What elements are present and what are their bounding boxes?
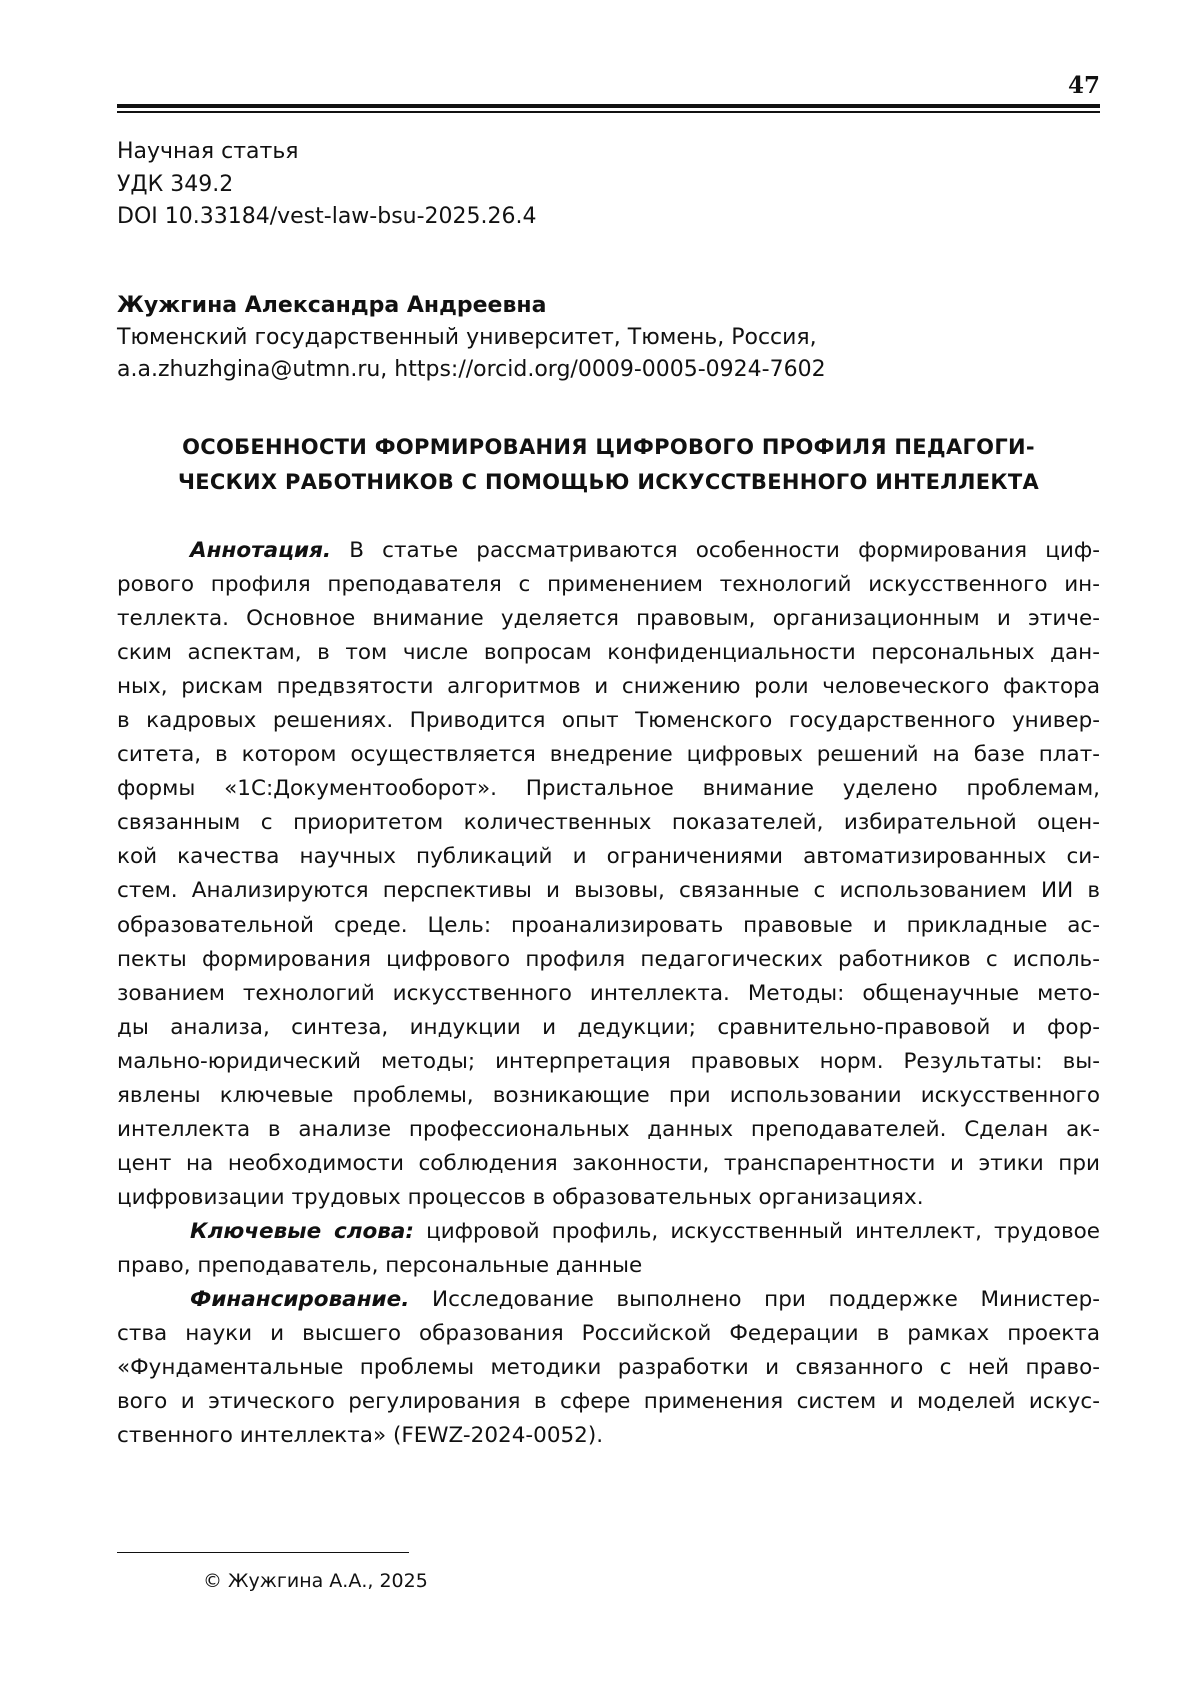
abstract-line: интеллекта в анализе профессиональных данных преподавателей. Сделан ак- xyxy=(117,1116,1100,1142)
abstract-line: кой качества научных публикаций и ограничениями автоматизированных си- xyxy=(117,844,1100,870)
footnote-rule xyxy=(117,1552,409,1553)
abstract-line: теллекта. Основное внимание уделяется правовым, организационным и этиче- xyxy=(117,606,1100,632)
abstract-line: стем. Анализируются перспективы и вызовы, связанные с использованием ИИ в xyxy=(117,878,1100,904)
copyright-footnote: © Жужгина А.А., 2025 xyxy=(203,1570,428,1592)
page-number: 47 xyxy=(1067,72,1100,99)
abstract-line: ных, рискам предвзятости алгоритмов и снижению роли человеческого фактора xyxy=(117,674,1100,700)
udc-code: УДК 349.2 xyxy=(117,171,234,197)
title-line-1: ОСОБЕННОСТИ ФОРМИРОВАНИЯ ЦИФРОВОГО ПРОФИЛЯ ПЕДАГОГИ- xyxy=(182,435,1035,459)
abstract-line: формы «1С:Документооборот». Пристальное внимание уделено проблемам, xyxy=(117,776,1100,802)
keywords-label: Ключевые слова: xyxy=(190,1218,414,1244)
abstract-line: зованием технологий искусственного интеллекта. Методы: общенаучные мето- xyxy=(117,980,1100,1006)
abstract-line: в кадровых решениях. Приводится опыт Тюменского государственного универ- xyxy=(117,708,1100,734)
abstract-line: образовательной среде. Цель: проанализировать правовые и прикладные ас- xyxy=(117,912,1100,938)
abstract-line: явлены ключевые проблемы, возникающие при использовании искусственного xyxy=(117,1082,1100,1108)
title-line-2: ЧЕСКИХ РАБОТНИКОВ С ПОМОЩЬЮ ИСКУССТВЕННОГО ИНТЕЛЛЕКТА xyxy=(177,470,1040,494)
article-type: Научная статья xyxy=(117,139,299,164)
header-rule xyxy=(117,104,1100,108)
doi: DOI 10.33184/vest-law-bsu-2025.26.4 xyxy=(117,204,537,229)
abstract-line: связанным с приоритетом количественных показателей, избирательной оцен- xyxy=(117,810,1100,836)
article-meta xyxy=(117,136,537,234)
funding-line: ственного интеллекта» (FEWZ-2024-0052). xyxy=(117,1423,604,1449)
author-contacts: a.a.zhuzhgina@utmn.ru, https://orcid.org/0009-0005-0924-7602 xyxy=(117,357,826,382)
abstract-line: ды анализа, синтеза, индукции и дедукции; сравнительно-правовой и фор- xyxy=(117,1014,1100,1040)
abstract-line: цифровизации трудовых процессов в образовательных организациях. xyxy=(117,1184,924,1210)
abstract-line: ским аспектам, в том числе вопросам конфиденциальности персональных дан- xyxy=(117,640,1100,666)
abstract-line: рового профиля преподавателя с применением технологий искусственного ин- xyxy=(117,572,1100,598)
article-title xyxy=(117,430,1100,500)
header-rule-thin xyxy=(117,111,1100,113)
abstract-line: мально-юридический методы; интерпретация правовых норм. Результаты: вы- xyxy=(117,1048,1100,1074)
author-name: Жужгина Александра Андреевна xyxy=(117,293,547,318)
funding-line: «Фундаментальные проблемы методики разработки и связанного с ней право- xyxy=(117,1355,1100,1381)
author-block xyxy=(117,290,826,386)
abstract-label: Аннотация. xyxy=(190,538,332,563)
funding-line: Финансирование. Исследование выполнено при поддержке Министер- xyxy=(190,1287,1100,1313)
abstract-line: цент на необходимости соблюдения законности, транспарентности и этики при xyxy=(117,1150,1100,1176)
funding-label: Финансирование. xyxy=(190,1287,410,1313)
abstract-line: Аннотация. В статье рассматриваются особенности формирования циф- xyxy=(190,538,1100,563)
abstract-line: пекты формирования цифрового профиля педагогических работников с исполь- xyxy=(117,946,1100,972)
keywords-line: право, преподаватель, персональные данные xyxy=(117,1252,643,1278)
abstract-line: ситета, в котором осуществляется внедрение цифровых решений на базе плат- xyxy=(117,742,1100,768)
author-affiliation: Тюменский государственный университет, Тюмень, Россия, xyxy=(117,325,817,350)
keywords-line: Ключевые слова: цифровой профиль, искусственный интеллект, трудовое xyxy=(190,1218,1100,1244)
funding-line: вого и этического регулирования в сфере применения систем и моделей искус- xyxy=(117,1389,1100,1415)
funding-line: ства науки и высшего образования Российской Федерации в рамках проекта xyxy=(117,1321,1100,1347)
article-body xyxy=(117,534,1100,1453)
